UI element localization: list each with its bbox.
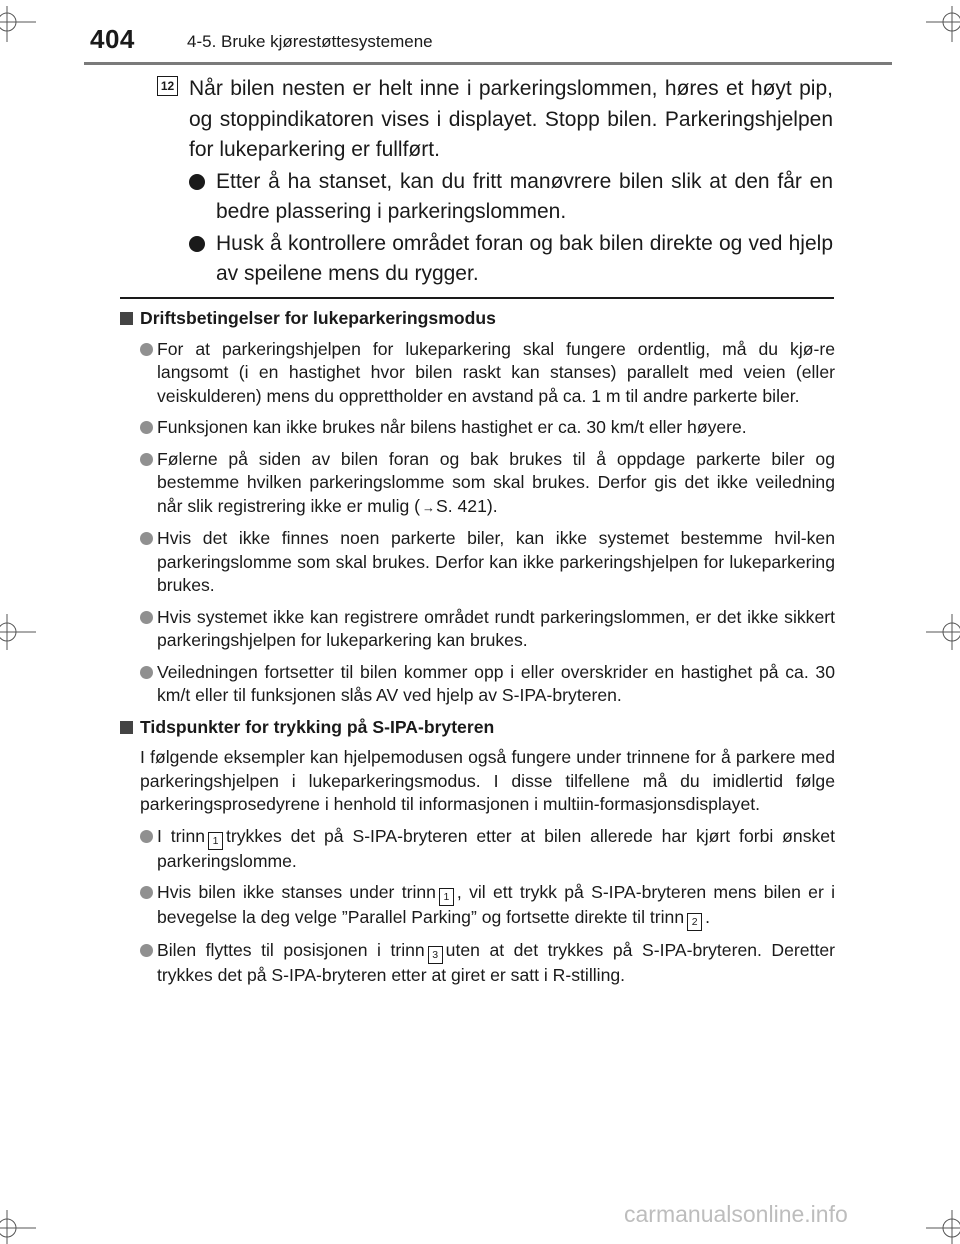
grey-bullet-icon xyxy=(140,453,153,466)
note-item-text: I trinn xyxy=(157,825,206,846)
note-item-text: Hvis bilen ikke stanses under trinn xyxy=(157,882,436,902)
crop-mark-icon xyxy=(0,1206,38,1244)
note-item-text: , vil ett trykk på S-IPA-bryteren mens bilen er i bevegelse la deg velge ”Parallel Parking” og fortsette direkte til trinn xyxy=(157,882,835,927)
grey-bullet-icon xyxy=(140,611,153,624)
step-bullet-list xyxy=(189,167,833,290)
note-paragraph: I følgende eksempler kan hjelpemodusen også fungere under trinnene for å parkere med parkeringshjelpen i lukeparkeringsmodus. I disse tilfellene må du imidlertid følge parkeringsprosedyrene i henhold til informasjonen i multiin-formasjonsdisplayet. xyxy=(140,747,835,814)
note-item-text: Funksjonen kan ikke brukes når bilens hastighet er ca. 30 km/t eller høyere. xyxy=(157,417,747,437)
grey-bullet-icon xyxy=(140,944,153,957)
note-item xyxy=(120,448,835,520)
grey-bullet-icon xyxy=(140,343,153,356)
page-reference: S. 421). xyxy=(436,495,498,516)
grey-bullet-icon xyxy=(140,886,153,899)
note-item-text: Hvis det ikke finnes noen parkerte biler, kan ikke systemet bestemme hvil-ken parkeringslomme som skal brukes. Derfor kan ikke parkeringshjelpen for lukeparkering brukes. xyxy=(157,528,835,595)
step-bullet xyxy=(189,229,833,290)
note-heading xyxy=(120,716,835,740)
step-bullet-text: Etter å ha stanset, kan du fritt manøvrere bilen slik at den får en bedre plassering i parkeringslommen. xyxy=(216,169,833,223)
note-heading-text: Tidspunkter for trykking på S-IPA-bryteren xyxy=(140,716,495,737)
note-item-text: Bilen flyttes til posisjonen i trinn xyxy=(157,940,425,960)
step-number-badge: 12 xyxy=(157,76,178,96)
section-title: 4-5. Bruke kjørestøttesystemene xyxy=(187,32,433,51)
grey-bullet-icon xyxy=(140,830,153,843)
crop-mark-icon xyxy=(0,6,38,46)
square-bullet-icon xyxy=(120,721,133,734)
note-item xyxy=(120,338,835,409)
note-item-text: . xyxy=(705,907,711,927)
note-item-text: Hvis systemet ikke kan registrere området rundt parkeringslommen, er det ikke sikkert parkeringshjelpen for lukeparkering kan brukes. xyxy=(157,606,835,650)
big-bullet-icon xyxy=(189,236,205,252)
grey-bullet-icon xyxy=(140,666,153,679)
note-item-text: Følerne på siden av bilen foran og bak brukes til å oppdage parkerte biler og bestemme hvilken parkeringslomme som skal brukes. Derfor gis det ikke veiledning når slik registrering ikke er mulig ( xyxy=(157,448,835,516)
note-item-text: Veiledningen fortsetter til bilen kommer opp i eller overskrider en hastighet på ca. 30 km/t eller til funksjonen slås AV ved hjelp av S-IPA-bryteren. xyxy=(157,661,835,705)
note-heading-text: Driftsbetingelser for lukeparkeringsmodus xyxy=(140,308,496,328)
note-item xyxy=(120,527,835,598)
note-item xyxy=(120,606,835,653)
crop-mark-icon xyxy=(926,612,960,652)
note-item-text: trykkes det på S-IPA-bryteren etter at bilen allerede har kjørt forbi ønsket parkeringslomme. xyxy=(157,825,835,871)
square-bullet-icon xyxy=(120,312,133,325)
section-divider xyxy=(120,297,834,299)
step-ref-badge: 1 xyxy=(208,832,223,850)
note-item xyxy=(120,939,835,988)
arrow-right-icon: → xyxy=(422,499,436,515)
header-rule xyxy=(84,62,892,65)
page-number: 404 xyxy=(90,24,135,54)
step-text: Når bilen nesten er helt inne i parkeringslommen, høres et høyt pip, og stoppindikatoren vises i displayet. Stopp bilen. Parkeringshjelpen for lukeparkering er fullført. xyxy=(189,77,833,161)
big-bullet-icon xyxy=(189,174,205,190)
watermark: carmanualsonline.info xyxy=(624,1201,848,1227)
crop-mark-icon xyxy=(926,1206,960,1244)
step-ref-badge: 1 xyxy=(439,888,454,906)
note-item xyxy=(120,825,835,874)
notes-section xyxy=(120,307,835,996)
step-bullet xyxy=(189,167,833,228)
note-item-text: uten at det trykkes på S-IPA-bryteren. Deretter trykkes det på S-IPA-bryteren etter at giret er satt i R-stilling. xyxy=(157,940,835,985)
step-ref-badge: 3 xyxy=(428,946,443,964)
crop-mark-icon xyxy=(926,6,960,46)
note-item xyxy=(120,661,835,708)
note-item xyxy=(120,416,835,440)
note-item xyxy=(120,881,835,931)
note-item-text: For at parkeringshjelpen for lukeparkering skal fungere ordentlig, må du kjø-re langsomt (i en hastighet hvor bilen raskt kan stanses) parallelt med veien (eller veiskulderen) mens du opprettholder en avstand på ca. 1 m til andre parkerte biler. xyxy=(157,338,835,406)
step-bullet-text: Husk å kontrollere området foran og bak bilen direkte og ved hjelp av speilene mens du rygger. xyxy=(216,231,833,285)
note-heading xyxy=(120,307,835,331)
crop-mark-icon xyxy=(0,612,38,652)
grey-bullet-icon xyxy=(140,421,153,434)
step-12 xyxy=(157,74,833,290)
step-ref-badge: 2 xyxy=(687,913,702,931)
grey-bullet-icon xyxy=(140,532,153,545)
